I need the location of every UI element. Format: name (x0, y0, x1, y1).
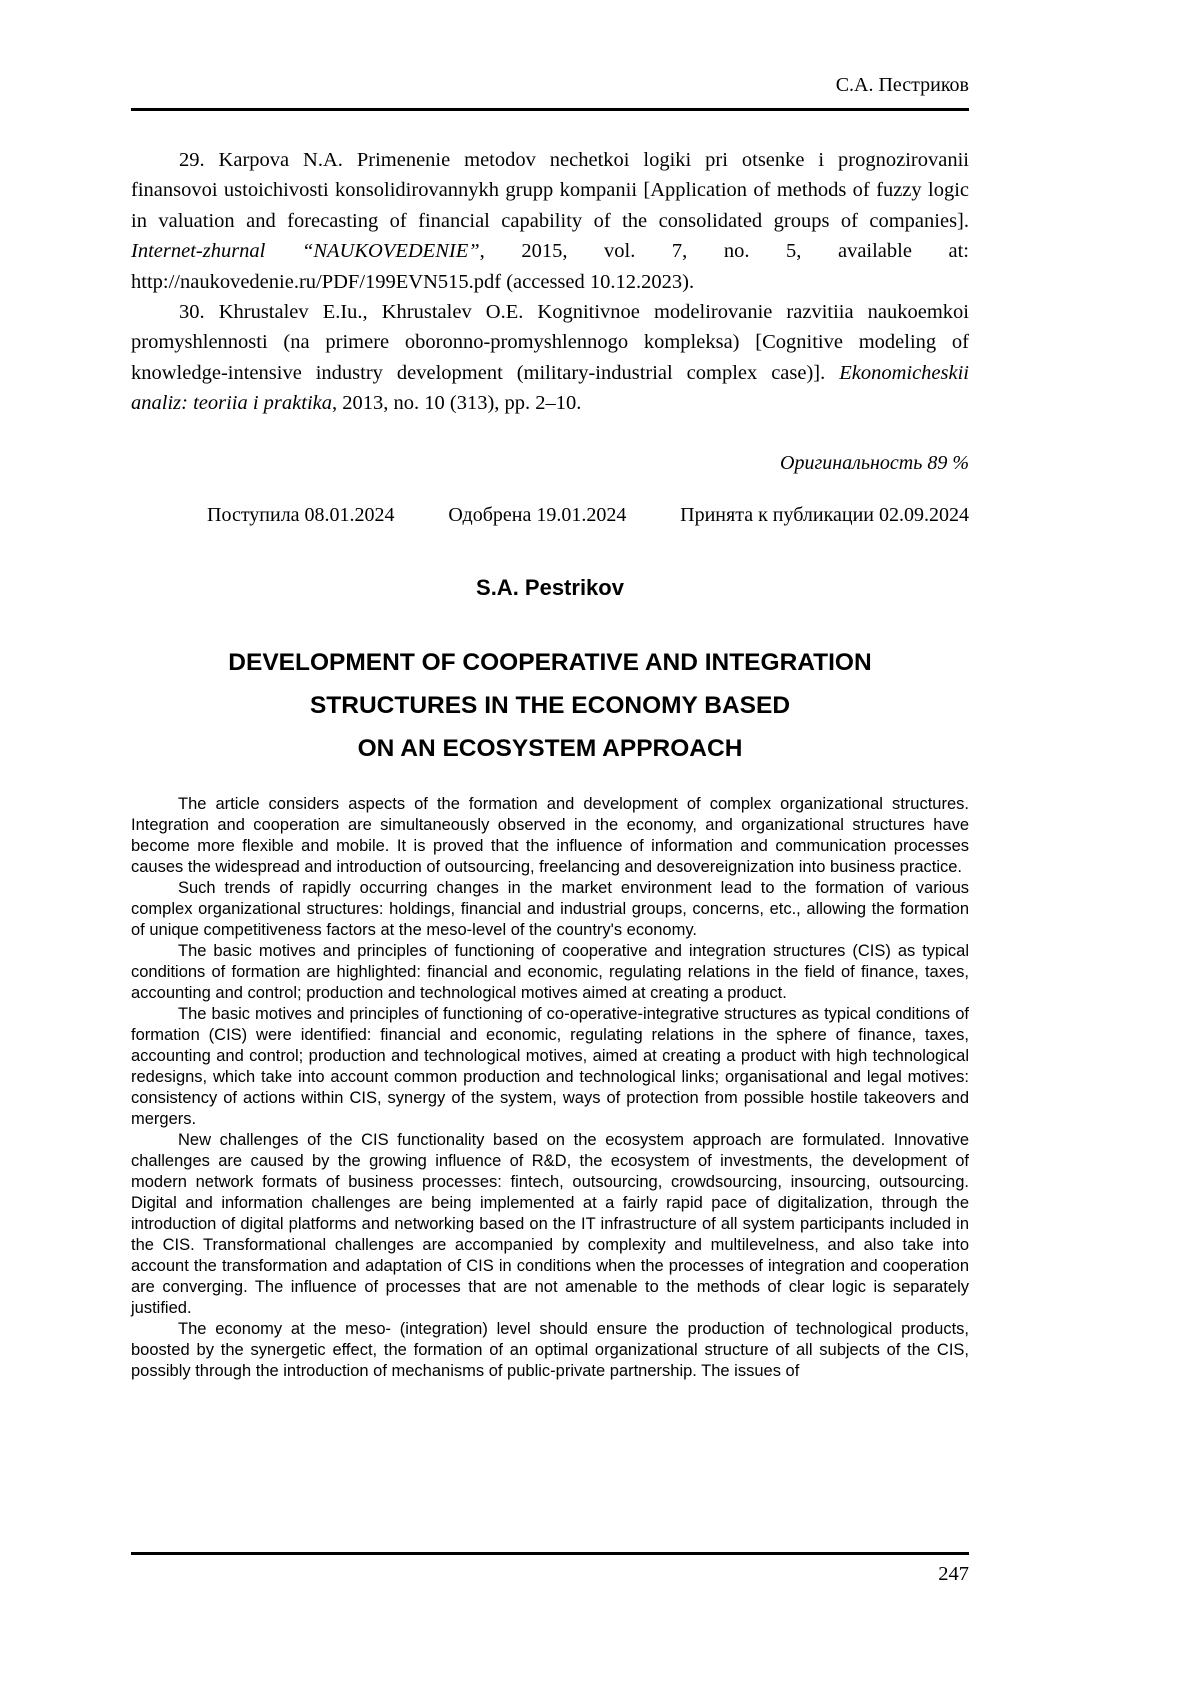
article-title-line: DEVELOPMENT OF COOPERATIVE AND INTEGRATION (228, 648, 872, 676)
reference-text-before: 29. Karpova N.A. Primenenie metodov nechetkoi logiki pri otsenke i prognozirovanii finansovoi ustoichivosti konsolidirovannykh grupp kompanii [Application of methods of fuzzy logic in valuation and forecasting of financial capability of the consolidated groups of companies]. (131, 149, 969, 232)
reference-item-30 (131, 297, 969, 419)
abstract-paragraph: The basic motives and principles of functioning of cooperative and integration structures (CIS) as typical conditions of formation are highlighted: financial and economic, regulating relations in the field of finance, taxes, accounting and control; production and technological motives aimed at creating a product. (131, 941, 969, 1002)
footer-rule (131, 1552, 969, 1555)
date-approved: Одобрена 19.01.2024 (448, 503, 627, 526)
header-rule (131, 108, 969, 111)
abstract-paragraph: Such trends of rapidly occurring changes in the market environment lead to the formation of various complex organizational structures: holdings, financial and industrial groups, concerns, etc., allowing the formation of unique competitiveness factors at the meso-level of the country's economy. (131, 878, 969, 939)
page-content (131, 0, 969, 1382)
abstract-paragraph: The article considers aspects of the formation and development of complex organizational structures. Integration and cooperation are simultaneously observed in the economy, and organizational structures have become more flexible and mobile. It is proved that the influence of information and communication processes causes the widespread and introduction of outsourcing, freelancing and desovereignization into business practice. (131, 794, 969, 876)
journal-title-italic: Ekonomicheskii analiz: teoriia i praktika (131, 361, 969, 415)
article-title-line: ON AN ECOSYSTEM APPROACH (357, 734, 743, 762)
journal-title-italic: Internet-zhurnal “NAUKOVEDENIE” (131, 240, 480, 263)
reference-list (131, 145, 969, 419)
reference-text-after: , 2015, vol. 7, no. 5, available at: http://naukovedenie.ru/PDF/199EVN515.pdf (accessed 10.12.2023). (131, 240, 970, 293)
submission-dates-row (131, 503, 969, 527)
date-received: Поступила 08.01.2024 (207, 503, 395, 526)
article-title-line: STRUCTURES IN THE ECONOMY BASED (309, 691, 791, 719)
abstract-paragraph: The basic motives and principles of functioning of co-operative-integrative structures as typical conditions of formation (CIS) were identified: financial and economic, regulating relations in the sphere of finance, taxes, accounting and control; production and technological motives, aimed at creating a product with high technological redesigns, which take into account common production and technological links; organisational and legal motives: consistency of actions within CIS, synergy of the system, ways of protection from possible hostile takeovers and mergers. (131, 1004, 969, 1128)
reference-text-before: 30. Khrustalev E.Iu., Khrustalev O.E. Kognitivnoe modelirovanie razvitiia naukoemkoi promyshlennosti (na primere oboronno-promyshlennogo kompleksa) [Cognitive modeling of knowledge-intensive industry development (military-industrial complex case)]. (131, 301, 969, 384)
running-head-author: С.А. Пестриков (835, 74, 969, 96)
page-number: 247 (938, 1563, 969, 1585)
article-title (131, 641, 969, 770)
abstract-paragraph: The economy at the meso- (integration) level should ensure the production of technological products, boosted by the synergetic effect, the formation of an optimal organizational structure of all subjects of the CIS, possibly through the introduction of mechanisms of public-private partnership. The issues of (131, 1319, 969, 1380)
reference-item-29 (131, 145, 969, 297)
originality-note: Оригинальность 89 % (780, 451, 969, 474)
abstract-paragraph: New challenges of the CIS functionality based on the ecosystem approach are formulated. Innovative challenges are caused by the growing influence of R&D, the ecosystem of investments, the development of modern network formats of business processes: fintech, outsourcing, crowdsourcing, insourcing, outsourcing. Digital and information challenges are being implemented at a fairly rapid pace of digitalization, through the introduction of digital platforms and networking based on the IT infrastructure of all system participants included in the CIS. Transformational challenges are accompanied by complexity and multilevelness, and also take into account the transformation and adaptation of CIS in conditions when the processes of integration and cooperation are converging. The influence of processes that are not amenable to the methods of clear logic is separately justified. (131, 1130, 969, 1317)
article-author: S.A. Pestrikov (476, 574, 624, 600)
abstract (131, 794, 969, 1382)
reference-text-after: , 2013, no. 10 (313), pp. 2–10. (332, 392, 582, 415)
page-footer (131, 1552, 969, 1586)
date-accepted: Принята к публикации 02.09.2024 (680, 503, 969, 526)
